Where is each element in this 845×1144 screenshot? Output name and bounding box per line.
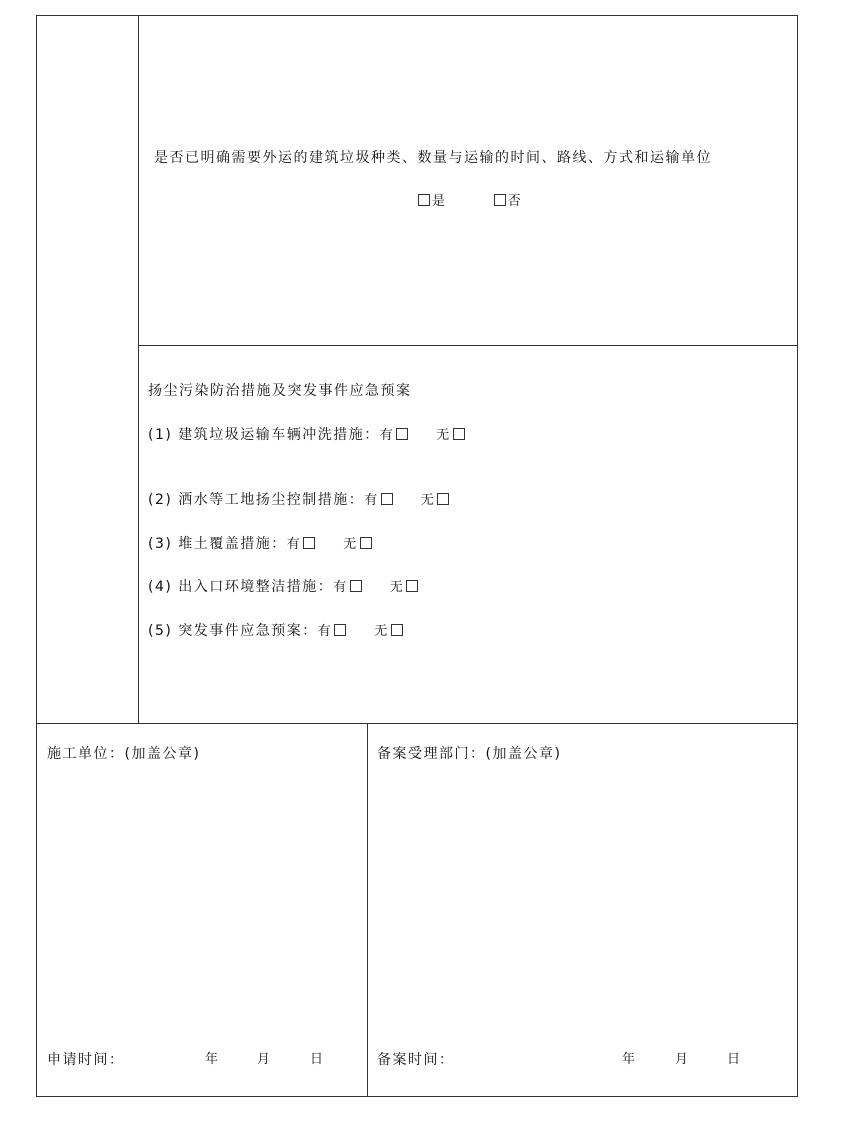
none-label: 无 bbox=[343, 537, 358, 552]
form-table bbox=[36, 15, 798, 1097]
none-label: 无 bbox=[420, 493, 436, 508]
none-label: 无 bbox=[389, 580, 405, 595]
filing-date-day: 日 bbox=[727, 1052, 742, 1067]
left-column-divider bbox=[138, 15, 139, 724]
measures-title: 扬尘污染防治措施及突发事件应急预案 bbox=[148, 383, 412, 399]
application-date-label: 申请时间： bbox=[47, 1052, 125, 1068]
measure-item-4 bbox=[148, 578, 420, 597]
measure-item-1 bbox=[148, 426, 467, 445]
none-checkbox[interactable] bbox=[360, 537, 372, 549]
yes-label: 是 bbox=[432, 194, 447, 209]
footer-column-divider bbox=[367, 723, 368, 1097]
application-date-month: 月 bbox=[257, 1052, 272, 1067]
have-checkbox[interactable] bbox=[350, 580, 362, 592]
none-checkbox[interactable] bbox=[453, 428, 465, 440]
measure-item-prefix: (1) bbox=[148, 427, 173, 443]
measure-item-prefix: (5) bbox=[148, 623, 173, 639]
measure-item-label: 出入口环境整洁措施： bbox=[178, 579, 334, 595]
none-label: 无 bbox=[436, 428, 451, 443]
have-checkbox[interactable] bbox=[334, 624, 346, 636]
measure-item-prefix: (4) bbox=[148, 579, 173, 595]
application-date-day: 日 bbox=[310, 1052, 325, 1067]
application-date-year: 年 bbox=[205, 1052, 220, 1067]
none-label: 无 bbox=[374, 624, 389, 639]
measure-item-3 bbox=[148, 535, 374, 554]
have-label: 有 bbox=[379, 428, 395, 443]
measure-item-prefix: (2) bbox=[148, 492, 173, 508]
none-checkbox[interactable] bbox=[437, 493, 449, 505]
measure-item-label: 建筑垃圾运输车辆冲洗措施： bbox=[178, 427, 380, 443]
row-divider-footer bbox=[36, 723, 798, 724]
measure-item-label: 突发事件应急预案： bbox=[178, 623, 318, 639]
have-checkbox[interactable] bbox=[303, 537, 315, 549]
measure-item-5 bbox=[148, 622, 405, 641]
have-label: 有 bbox=[286, 537, 302, 552]
measure-item-label: 堆土覆盖措施： bbox=[178, 536, 287, 552]
no-checkbox[interactable] bbox=[494, 194, 506, 206]
filing-date-month: 月 bbox=[675, 1052, 690, 1067]
yes-checkbox[interactable] bbox=[418, 194, 430, 206]
none-checkbox[interactable] bbox=[406, 580, 418, 592]
have-label: 有 bbox=[317, 624, 333, 639]
measure-item-prefix: (3) bbox=[148, 536, 173, 552]
filing-department-label: 备案受理部门：(加盖公章) bbox=[377, 746, 562, 762]
have-label: 有 bbox=[333, 580, 348, 595]
have-checkbox[interactable] bbox=[381, 493, 393, 505]
measure-item-label: 洒水等工地扬尘控制措施： bbox=[178, 492, 365, 508]
measure-item-2 bbox=[148, 491, 451, 510]
have-label: 有 bbox=[364, 493, 379, 508]
waste-question: 是否已明确需要外运的建筑垃圾种类、数量与运输的时间、路线、方式和运输单位 bbox=[154, 150, 712, 166]
none-checkbox[interactable] bbox=[391, 624, 403, 636]
row-divider-waste bbox=[138, 345, 798, 346]
have-checkbox[interactable] bbox=[396, 428, 408, 440]
yes-no-options bbox=[416, 193, 522, 211]
no-label: 否 bbox=[507, 194, 523, 209]
filing-date-year: 年 bbox=[622, 1052, 637, 1067]
construction-unit-label: 施工单位：(加盖公章) bbox=[47, 746, 201, 762]
filing-date-label: 备案时间： bbox=[377, 1052, 455, 1068]
